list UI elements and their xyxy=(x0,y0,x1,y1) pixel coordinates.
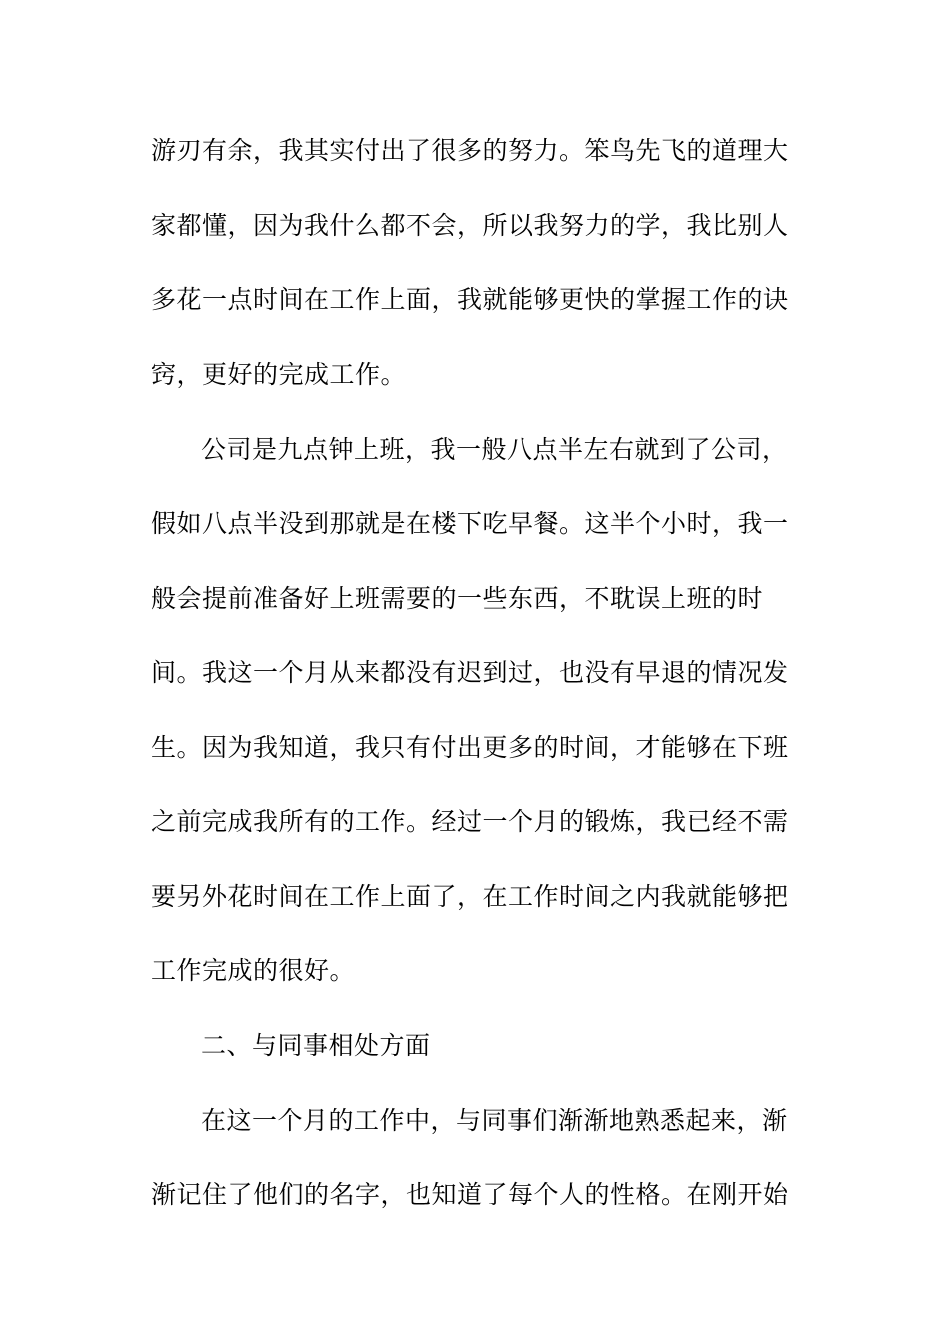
paragraph-line: 假如八点半没到那就是在楼下吃早餐。这半个小时，我一 xyxy=(151,509,789,538)
paragraph-line: 多花一点时间在工作上面，我就能够更快的掌握工作的诀 xyxy=(151,285,789,314)
paragraph-line: 生。因为我知道，我只有付出更多的时间，才能够在下班 xyxy=(151,733,789,762)
paragraph-line: 家都懂，因为我什么都不会，所以我努力的学，我比别人 xyxy=(151,211,789,240)
paragraph-line: 渐记住了他们的名字，也知道了每个人的性格。在刚开始 xyxy=(151,1180,789,1209)
paragraph-line: 游刃有余，我其实付出了很多的努力。笨鸟先飞的道理大 xyxy=(151,136,789,165)
paragraph-line: 间。我这一个月从来都没有迟到过，也没有早退的情况发 xyxy=(151,658,789,687)
paragraph-line: 般会提前准备好上班需要的一些东西，不耽误上班的时 xyxy=(151,584,764,613)
paragraph-line: 公司是九点钟上班，我一般八点半左右就到了公司， xyxy=(201,435,788,464)
paragraph-line: 之前完成我所有的工作。经过一个月的锻炼，我已经不需 xyxy=(151,807,789,836)
section-heading: 二、与同事相处方面 xyxy=(201,1031,431,1060)
paragraph-line: 在这一个月的工作中，与同事们渐渐地熟悉起来，渐 xyxy=(201,1106,788,1135)
paragraph-line: 要另外花时间在工作上面了，在工作时间之内我就能够把 xyxy=(151,882,789,911)
paragraph-line: 窍，更好的完成工作。 xyxy=(151,360,407,389)
paragraph-line: 工作完成的很好。 xyxy=(151,956,356,985)
